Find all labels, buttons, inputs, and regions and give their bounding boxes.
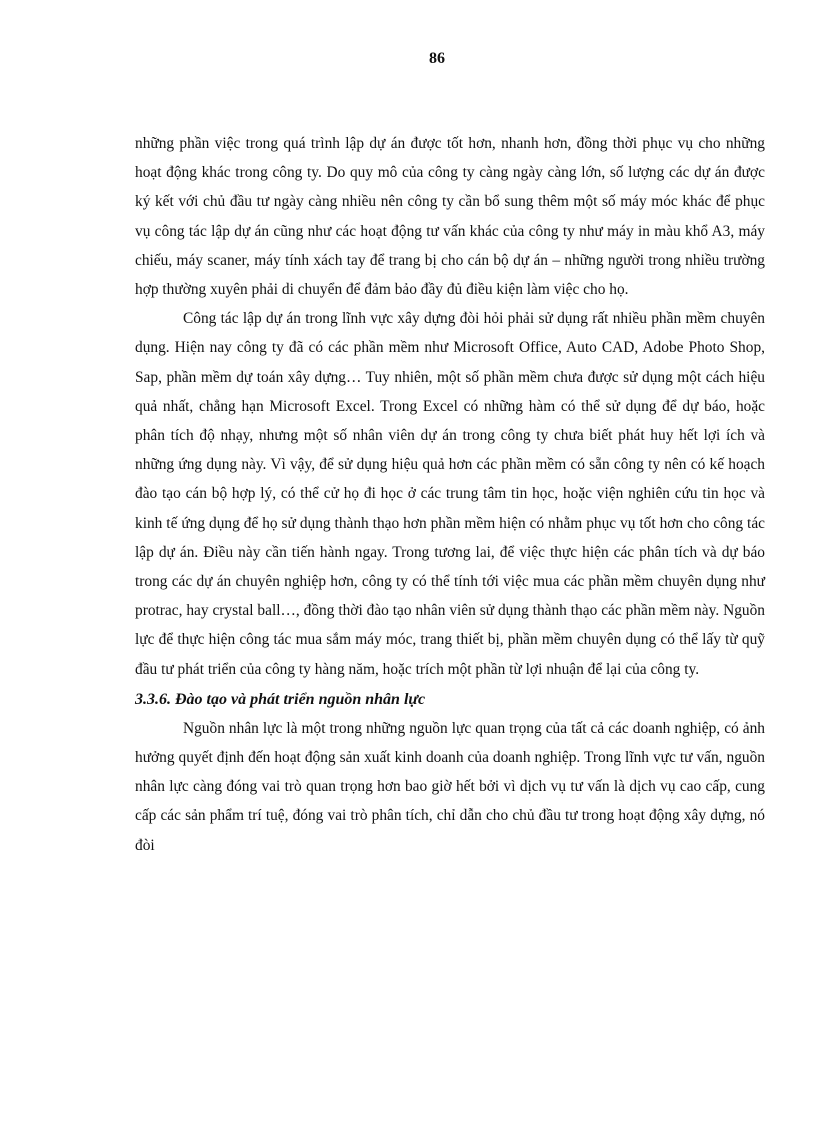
- page-body: [135, 129, 765, 860]
- paragraph-software: Công tác lập dự án trong lĩnh vực xây dựng đòi hỏi phải sử dụng rất nhiều phần mềm chuyên dụng. Hiện nay công ty đã có các phần mềm như Microsoft Office, Auto CAD, Adobe Photo Shop, Sap, phần mềm dự toán xây dựng… Tuy nhiên, một số phần mềm chưa được sử dụng một cách hiệu quả nhất, chẳng hạn Microsoft Excel. Trong Excel có những hàm có thể sử dụng để dự báo, hoặc phân tích độ nhạy, nhưng một số nhân viên dự án trong công ty chưa biết phát huy hết lợi ích và những ứng dụng này. Vì vậy, để sử dụng hiệu quả hơn các phần mềm có sẵn công ty nên có kế hoạch đào tạo cán bộ hợp lý, có thể cử họ đi học ở các trung tâm tin học, hoặc viện nghiên cứu tin học và kinh tế ứng dụng để họ sử dụng thành thạo hơn phần mềm hiện có nhằm phục vụ tốt hơn cho công tác lập dự án. Điều này cần tiến hành ngay. Trong tương lai, để việc thực hiện các phân tích và dự báo trong các dự án chuyên nghiệp hơn, công ty có thể tính tới việc mua các phần mềm chuyên dụng như protrac, hay crystal ball…, đồng thời đào tạo nhân viên sử dụng thành thạo các phần mềm này. Nguồn lực để thực hiện công tác mua sắm máy móc, trang thiết bị, phần mềm chuyên dụng có thể lấy từ quỹ đầu tư phát triển của công ty hàng năm, hoặc trích một phần từ lợi nhuận để lại của công ty.: [135, 310, 765, 678]
- paragraph-continuation: những phần việc trong quá trình lập dự án được tốt hơn, nhanh hơn, đồng thời phục vụ cho những hoạt động khác trong công ty. Do quy mô của công ty càng ngày càng lớn, số lượng các dự án được ký kết với chủ đầu tư ngày càng nhiều nên công ty cần bổ sung thêm một số máy móc khác để phục vụ công tác lập dự án cũng như các hoạt động tư vấn khác của công ty như máy in màu khổ A3, máy chiếu, máy scaner, máy tính xách tay để trang bị cho cán bộ dự án – những người trong nhiều trường hợp thường xuyên phải di chuyển để đảm bảo đầy đủ điều kiện làm việc cho họ.: [135, 135, 765, 299]
- page-number: 86: [429, 50, 445, 67]
- paragraph-human-resources: Nguồn nhân lực là một trong những nguồn lực quan trọng của tất cả các doanh nghiệp, có ảnh hưởng quyết định đến hoạt động sản xuất kinh doanh của doanh nghiệp. Trong lĩnh vực tư vấn, nguồn nhân lực càng đóng vai trò quan trọng hơn bao giờ hết bởi vì dịch vụ tư vấn là dịch vụ cao cấp, cung cấp các sản phẩm trí tuệ, đóng vai trò phân tích, chỉ dẫn cho chủ đầu tư trong hoạt động xây dựng, nó đòi: [135, 719, 765, 854]
- section-heading: 3.3.6. Đào tạo và phát triển nguồn nhân lực: [135, 690, 426, 708]
